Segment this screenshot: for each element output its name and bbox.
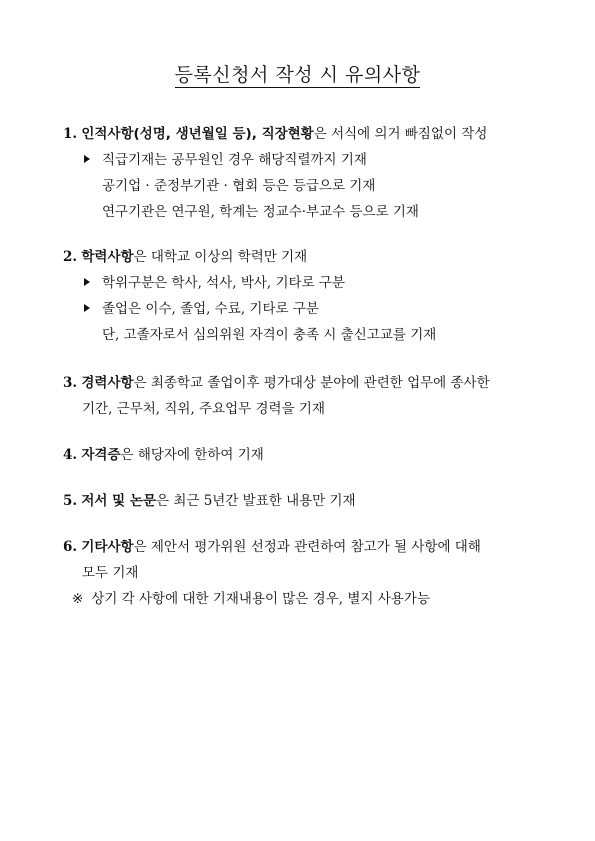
section-keyword: 학력사항: [81, 249, 134, 265]
section-4-heading: [63, 445, 264, 465]
section-1-line-1: 공기업 · 준정부기관 · 협회 등은 등급으로 기재: [102, 178, 376, 194]
footnote-text: 상기 각 사항에 대한 기재내용이 많은 경우, 별지 사용가능: [91, 591, 430, 607]
section-text: 은 서식에 의거 빠짐없이 작성: [313, 126, 488, 142]
bullet-text: 직급기재는 공무원인 경우 해당직렬까지 기재: [102, 152, 367, 168]
section-6-continuation: 모두 기재: [82, 565, 139, 581]
section-separator: ,: [251, 126, 262, 142]
bullet-text: 학위구분은 학사, 석사, 박사, 기타로 구분: [102, 275, 345, 291]
section-keyword: 저서 및 논문: [81, 493, 156, 509]
triangle-bullet-icon: [84, 278, 90, 286]
section-number: 5.: [63, 493, 78, 509]
section-text: 은 대학교 이상의 학력만 기재: [133, 249, 308, 265]
section-text: 은 최종학교 졸업이후 평가대상 분야에 관련한 업무에 종사한: [133, 375, 490, 391]
section-3-heading: [63, 373, 490, 393]
section-number: 4.: [63, 447, 78, 463]
section-keyword: 경력사항: [81, 375, 134, 391]
bullet-text: 졸업은 이수, 졸업, 수료, 기타로 구분: [102, 301, 319, 317]
section-2-bullet-2: [84, 299, 319, 319]
section-number: 1.: [63, 126, 78, 142]
section-number: 3.: [63, 375, 78, 391]
triangle-bullet-icon: [84, 155, 90, 163]
section-2-line-1: 단, 고졸자로서 심의위원 자격이 충족 시 출신고교를 기재: [102, 327, 437, 343]
triangle-bullet-icon: [84, 304, 90, 312]
section-6-heading: [63, 537, 481, 557]
page-title: 등록신청서 작성 시 유의사항: [174, 64, 421, 86]
section-keyword-2: 직장현황: [261, 126, 314, 142]
section-keyword: 인적사항(성명, 생년월일 등): [81, 126, 252, 142]
section-text: 은 최근 5년간 발표한 내용만 기재: [156, 493, 356, 509]
section-text: 은 해당자에 한하여 기재: [120, 447, 264, 463]
section-keyword: 기타사항: [81, 539, 134, 555]
section-1-line-2: 연구기관은 연구원, 학계는 정교수·부교수 등으로 기재: [102, 204, 419, 220]
section-1-heading: [63, 124, 487, 144]
section-2-heading: [63, 247, 307, 267]
section-1-bullet-1: [84, 150, 367, 170]
section-3-continuation: 기간, 근무처, 직위, 주요업무 경력을 기재: [82, 401, 325, 417]
section-number: 2.: [63, 249, 78, 265]
section-keyword: 자격증: [81, 447, 121, 463]
section-2-bullet-1: [84, 273, 345, 293]
section-5-heading: [63, 491, 356, 511]
section-number: 6.: [63, 539, 78, 555]
reference-mark-icon: ※: [72, 591, 84, 607]
section-text: 은 제안서 평가위원 선정과 관련하여 참고가 될 사항에 대해: [133, 539, 481, 555]
footnote: [72, 589, 430, 609]
